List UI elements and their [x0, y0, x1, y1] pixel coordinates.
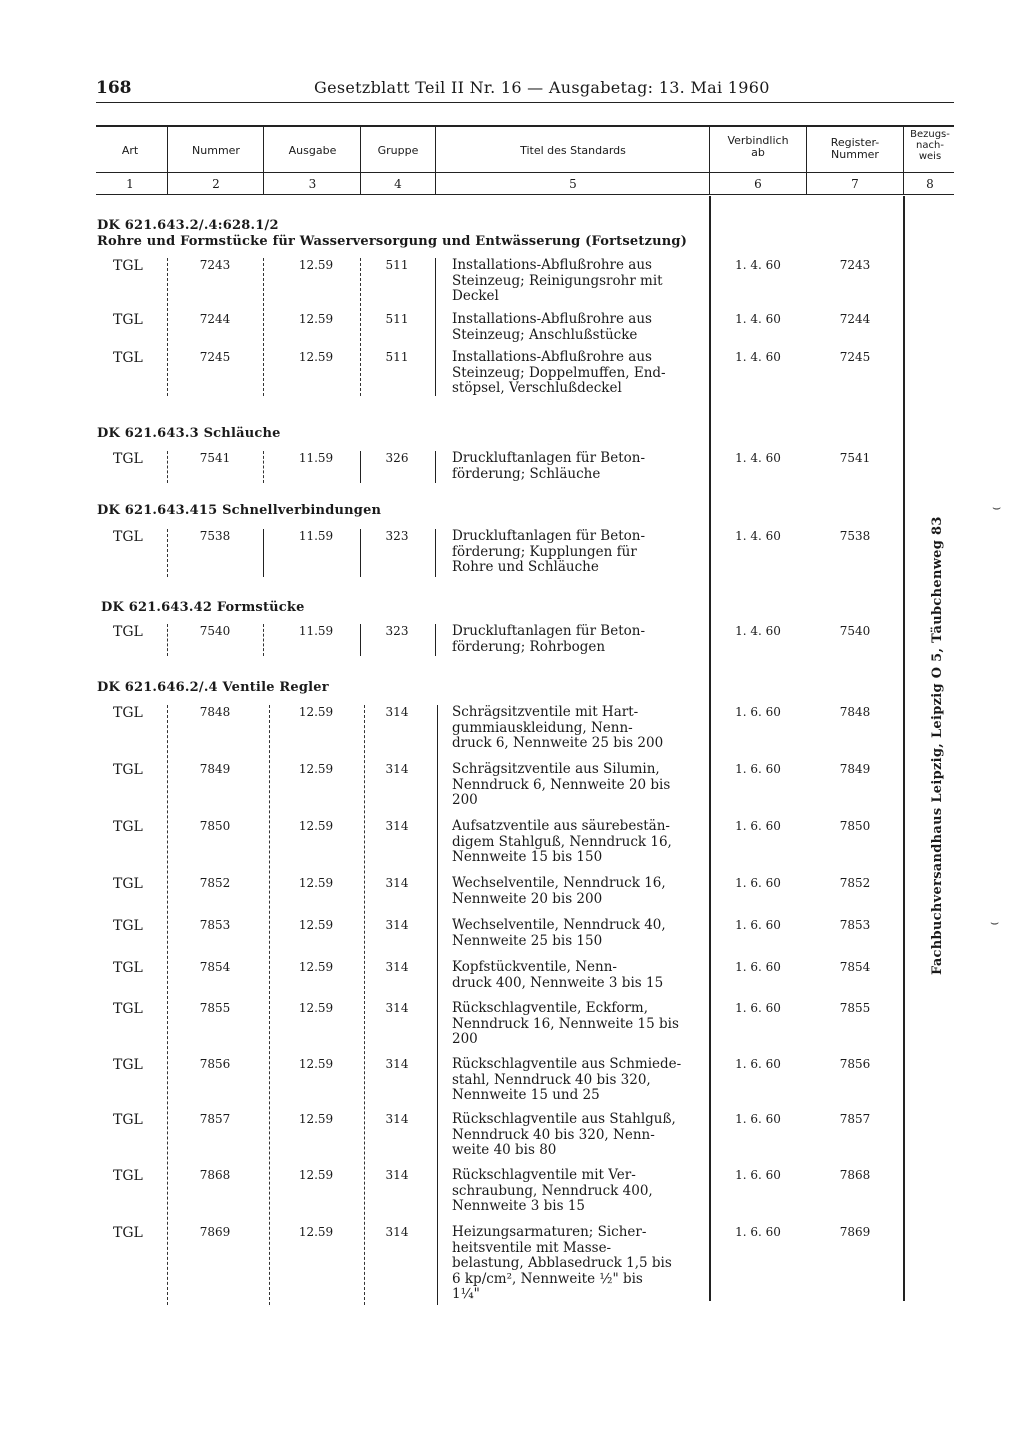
col-head-art: Art — [121, 144, 139, 157]
cell-art: TGL — [113, 624, 143, 640]
cell-register-nummer: 7850 — [839, 819, 871, 833]
section-heading-line: DK 621.643.2/.4:628.1/2 — [97, 218, 279, 233]
cell-ausgabe: 12.59 — [298, 960, 334, 974]
cell-nummer: 7857 — [199, 1112, 231, 1126]
cell-gruppe: 314 — [385, 762, 409, 776]
cell-titel-line: förderung; Rohrbogen — [452, 638, 606, 655]
cell-verbindlich-ab: 1. 4. 60 — [735, 258, 781, 272]
cell-gruppe: 326 — [385, 451, 409, 465]
cell-divider — [435, 624, 436, 656]
cell-verbindlich-ab: 1. 4. 60 — [735, 624, 781, 638]
section-heading — [97, 503, 381, 518]
section-heading-line: Rohre und Formstücke für Wasserversorgung und Entwässerung (Fortsetzung) — [97, 234, 688, 249]
cell-titel-line: Wechselventile, Nenndruck 40, — [452, 917, 666, 933]
cell-art: TGL — [113, 960, 143, 976]
cell-ausgabe: 12.59 — [298, 1112, 334, 1126]
cell-titel — [452, 705, 707, 752]
col-head-nummer: Nummer — [192, 144, 240, 157]
cell-register-nummer: 7244 — [839, 312, 871, 326]
cell-nummer: 7852 — [199, 876, 231, 890]
cell-titel — [452, 1112, 707, 1159]
cell-titel — [452, 258, 707, 305]
cell-art: TGL — [113, 1168, 143, 1184]
section-heading-line: DK 621.643.3 Schläuche — [97, 426, 281, 441]
cell-nummer: 7853 — [199, 918, 231, 932]
cell-titel-line: 1¼" — [452, 1286, 480, 1302]
section-heading — [97, 680, 329, 695]
cell-divider — [167, 705, 168, 1305]
table-top-rule — [96, 125, 954, 127]
cell-art: TGL — [113, 529, 143, 545]
cell-art: TGL — [113, 876, 143, 892]
cell-ausgabe: 12.59 — [298, 876, 334, 890]
cell-nummer: 7856 — [199, 1057, 231, 1071]
cell-verbindlich-ab: 1. 6. 60 — [735, 1225, 781, 1239]
cell-verbindlich-ab: 1. 6. 60 — [735, 876, 781, 890]
cell-gruppe: 511 — [385, 258, 409, 272]
cell-ausgabe: 12.59 — [298, 258, 334, 272]
cell-titel-line: Nennweite 20 bis 200 — [452, 890, 603, 907]
page-number: 168 — [96, 78, 132, 98]
col-head-register-line: Register- — [830, 136, 880, 149]
cell-ausgabe: 12.59 — [298, 705, 334, 719]
cell-register-nummer: 7869 — [839, 1225, 871, 1239]
cell-nummer: 7850 — [199, 819, 231, 833]
col-number: 6 — [754, 177, 762, 191]
cell-register-nummer: 7868 — [839, 1168, 871, 1182]
cell-verbindlich-ab: 1. 6. 60 — [735, 918, 781, 932]
cell-divider — [435, 529, 436, 577]
cell-divider — [360, 451, 361, 483]
cell-titel-line: Nenndruck 6, Nennweite 20 bis — [452, 776, 671, 793]
col-divider-verbindlich — [709, 196, 711, 1301]
col-number: 3 — [308, 177, 317, 191]
col-number: 8 — [926, 177, 934, 191]
cell-verbindlich-ab: 1. 6. 60 — [735, 1057, 781, 1071]
cell-nummer: 7849 — [199, 762, 231, 776]
cell-divider — [167, 258, 168, 396]
cell-gruppe: 314 — [385, 876, 409, 890]
cell-register-nummer: 7541 — [839, 451, 871, 465]
cell-divider — [364, 705, 365, 1305]
cell-titel-line: Wechselventile, Nenndruck 16, — [452, 875, 666, 891]
cell-titel-line: Druckluftanlagen für Beton- — [452, 528, 646, 544]
cell-titel-line: stahl, Nenndruck 40 bis 320, — [452, 1071, 651, 1088]
cell-titel-line: Installations-Abflußrohre aus — [452, 349, 652, 365]
cell-titel-line: Rückschlagventile, Eckform, — [452, 1000, 649, 1016]
cell-titel-line: 200 — [452, 792, 478, 808]
cell-art: TGL — [113, 1057, 143, 1073]
col-head-register — [807, 137, 903, 161]
cell-titel-line: Steinzeug; Doppelmuffen, End- — [452, 364, 666, 381]
cell-titel-line: förderung; Schläuche — [452, 465, 601, 482]
cell-titel-line: heitsventile mit Masse- — [452, 1239, 612, 1256]
col-number: 1 — [126, 177, 134, 191]
cell-ausgabe: 12.59 — [298, 312, 334, 326]
cell-gruppe: 511 — [385, 312, 409, 326]
header-rule — [96, 102, 954, 103]
cell-ausgabe: 12.59 — [298, 350, 334, 364]
cell-register-nummer: 7243 — [839, 258, 871, 272]
cell-verbindlich-ab: 1. 6. 60 — [735, 1168, 781, 1182]
cell-art: TGL — [113, 451, 143, 467]
cell-ausgabe: 11.59 — [298, 529, 334, 543]
cell-register-nummer: 7245 — [839, 350, 871, 364]
col-head-verbindlich-line: Verbindlich — [727, 134, 789, 147]
cell-titel-line: Rückschlagventile aus Stahlguß, — [452, 1111, 676, 1127]
cell-titel — [452, 762, 707, 809]
cell-register-nummer: 7852 — [839, 876, 871, 890]
cell-gruppe: 323 — [385, 624, 409, 638]
cell-register-nummer: 7849 — [839, 762, 871, 776]
cell-titel-line: Nennweite 3 bis 15 — [452, 1198, 585, 1214]
cell-register-nummer: 7853 — [839, 918, 871, 932]
cell-titel — [452, 451, 707, 482]
cell-verbindlich-ab: 1. 6. 60 — [735, 960, 781, 974]
section-heading — [101, 600, 305, 615]
cell-divider — [263, 624, 264, 656]
cell-nummer: 7244 — [199, 312, 231, 326]
cell-gruppe: 314 — [385, 1168, 409, 1182]
cell-register-nummer: 7848 — [839, 705, 871, 719]
cell-gruppe: 314 — [385, 819, 409, 833]
cell-gruppe: 314 — [385, 705, 409, 719]
col-divider — [435, 125, 436, 194]
cell-titel-line: Steinzeug; Reinigungsrohr mit — [452, 272, 663, 289]
col-head-bezug-line: Bezugs- — [910, 129, 950, 140]
cell-titel-line: druck 400, Nennweite 3 bis 15 — [452, 974, 664, 991]
cell-register-nummer: 7856 — [839, 1057, 871, 1071]
col-head-verbindlich — [710, 135, 806, 159]
col-head-verbindlich-line: ab — [751, 146, 765, 159]
cell-titel-line: druck 6, Nennweite 25 bis 200 — [452, 735, 664, 751]
cell-titel-line: stöpsel, Verschlußdeckel — [452, 380, 622, 396]
cell-titel-line: gummiauskleidung, Nenn- — [452, 719, 633, 736]
cell-art: TGL — [113, 1112, 143, 1128]
cell-ausgabe: 12.59 — [298, 1225, 334, 1239]
cell-titel — [452, 624, 707, 655]
cell-gruppe: 314 — [385, 918, 409, 932]
cell-art: TGL — [113, 705, 143, 721]
cell-gruppe: 314 — [385, 1001, 409, 1015]
cell-titel-line: Nenndruck 16, Nennweite 15 bis — [452, 1015, 679, 1032]
cell-gruppe: 314 — [385, 1057, 409, 1071]
page-title: Gesetzblatt Teil II Nr. 16 — Ausgabetag: 13. Mai 1960 — [314, 78, 770, 97]
cell-titel-line: Nenndruck 40 bis 320, Nenn- — [452, 1126, 655, 1143]
cell-titel — [452, 1057, 707, 1104]
cell-nummer: 7541 — [199, 451, 231, 465]
cell-divider — [437, 705, 438, 1305]
page-header — [96, 78, 954, 104]
col-number: 4 — [394, 177, 402, 191]
cell-nummer: 7848 — [199, 705, 231, 719]
cell-titel-line: Installations-Abflußrohre aus — [452, 257, 652, 273]
cell-verbindlich-ab: 1. 6. 60 — [735, 762, 781, 776]
cell-verbindlich-ab: 1. 6. 60 — [735, 705, 781, 719]
cell-titel-line: Druckluftanlagen für Beton- — [452, 450, 646, 466]
cell-register-nummer: 7540 — [839, 624, 871, 638]
cell-gruppe: 314 — [385, 1225, 409, 1239]
cell-titel-line: belastung, Abblasedruck 1,5 bis — [452, 1255, 672, 1271]
col-head-gruppe: Gruppe — [377, 144, 419, 157]
section-heading-line: DK 621.643.42 Formstücke — [101, 600, 305, 615]
col-head-bezug — [904, 129, 956, 162]
cell-ausgabe: 12.59 — [298, 1001, 334, 1015]
table-head-rule — [96, 172, 954, 173]
cell-titel-line: Schrägsitzventile aus Silumin, — [452, 761, 660, 777]
cell-gruppe: 314 — [385, 960, 409, 974]
cell-titel — [452, 876, 707, 907]
cell-titel — [452, 1001, 707, 1048]
cell-verbindlich-ab: 1. 6. 60 — [735, 819, 781, 833]
col-number: 2 — [212, 177, 220, 191]
cell-verbindlich-ab: 1. 6. 60 — [735, 1001, 781, 1015]
col-divider — [360, 125, 361, 194]
cell-gruppe: 511 — [385, 350, 409, 364]
cell-nummer: 7245 — [199, 350, 231, 364]
cell-titel-line: Installations-Abflußrohre aus — [452, 311, 652, 327]
cell-divider — [167, 451, 168, 483]
cell-verbindlich-ab: 1. 4. 60 — [735, 312, 781, 326]
cell-register-nummer: 7857 — [839, 1112, 871, 1126]
cell-titel-line: Schrägsitzventile mit Hart- — [452, 704, 639, 720]
cell-titel-line: Deckel — [452, 288, 499, 304]
cell-titel-line: Rohre und Schläuche — [452, 559, 599, 575]
cell-art: TGL — [113, 312, 143, 328]
col-head-titel: Titel des Standards — [520, 144, 626, 157]
cell-ausgabe: 11.59 — [298, 451, 334, 465]
col-head-bezug-line: nach- — [916, 140, 944, 151]
cell-nummer: 7855 — [199, 1001, 231, 1015]
cell-divider — [167, 529, 168, 577]
cell-art: TGL — [113, 1225, 143, 1241]
cell-ausgabe: 12.59 — [298, 1057, 334, 1071]
cell-titel-line: schraubung, Nenndruck 400, — [452, 1182, 653, 1199]
cell-divider — [263, 451, 264, 483]
cell-verbindlich-ab: 1. 4. 60 — [735, 350, 781, 364]
col-head-ausgabe: Ausgabe — [288, 144, 337, 157]
col-divider — [263, 125, 264, 194]
section-heading — [97, 426, 281, 441]
cell-nummer: 7868 — [199, 1168, 231, 1182]
cell-titel-line: weite 40 bis 80 — [452, 1142, 557, 1158]
section-heading-line: DK 621.646.2/.4 Ventile Regler — [97, 680, 329, 695]
cell-divider — [435, 258, 436, 396]
margin-mark: ⌣ — [992, 500, 1002, 516]
cell-titel-line: Heizungsarmaturen; Sicher- — [452, 1224, 647, 1240]
cell-gruppe: 323 — [385, 529, 409, 543]
cell-titel-line: digem Stahlguß, Nenndruck 16, — [452, 833, 672, 850]
cell-art: TGL — [113, 819, 143, 835]
cell-titel — [452, 350, 707, 397]
col-head-register-line: Nummer — [831, 148, 879, 161]
col-number: 5 — [569, 177, 577, 191]
cell-titel — [452, 819, 707, 866]
cell-titel-line: Druckluftanlagen für Beton- — [452, 623, 646, 639]
cell-titel-line: Rückschlagventile aus Schmiede- — [452, 1056, 682, 1072]
cell-divider — [360, 529, 361, 577]
cell-verbindlich-ab: 1. 4. 60 — [735, 529, 781, 543]
cell-titel — [452, 312, 707, 343]
section-heading — [97, 218, 687, 249]
cell-art: TGL — [113, 258, 143, 274]
cell-ausgabe: 12.59 — [298, 819, 334, 833]
cell-nummer: 7869 — [199, 1225, 231, 1239]
cell-divider — [360, 624, 361, 656]
cell-nummer: 7243 — [199, 258, 231, 272]
cell-divider — [263, 529, 264, 577]
cell-divider — [435, 451, 436, 483]
cell-titel — [452, 960, 707, 991]
cell-titel-line: Nennweite 15 und 25 — [452, 1087, 600, 1103]
cell-divider — [360, 258, 361, 396]
cell-ausgabe: 11.59 — [298, 624, 334, 638]
cell-titel — [452, 1168, 707, 1215]
cell-divider — [269, 705, 270, 1305]
cell-titel — [452, 918, 707, 949]
col-head-bezug-line: weis — [918, 151, 942, 162]
margin-mark: ⌣ — [990, 915, 1000, 931]
cell-gruppe: 314 — [385, 1112, 409, 1126]
col-divider-register — [903, 196, 905, 1301]
cell-art: TGL — [113, 1001, 143, 1017]
cell-register-nummer: 7854 — [839, 960, 871, 974]
cell-titel-line: Kopfstückventile, Nenn- — [452, 959, 617, 975]
cell-register-nummer: 7855 — [839, 1001, 871, 1015]
cell-ausgabe: 12.59 — [298, 918, 334, 932]
cell-titel-line: Nennweite 25 bis 150 — [452, 932, 603, 949]
cell-ausgabe: 12.59 — [298, 762, 334, 776]
side-imprint: Fachbuchversandhaus Leipzig, Leipzig O 5, Täubchenweg 83 — [930, 516, 945, 975]
cell-titel — [452, 1225, 707, 1303]
cell-art: TGL — [113, 350, 143, 366]
cell-nummer: 7540 — [199, 624, 231, 638]
table-num-rule — [96, 194, 954, 195]
cell-ausgabe: 12.59 — [298, 1168, 334, 1182]
cell-titel-line: Aufsatzventile aus säurebestän- — [452, 818, 670, 834]
cell-titel — [452, 529, 707, 576]
cell-titel-line: 200 — [452, 1031, 478, 1047]
col-divider — [167, 125, 168, 194]
cell-divider — [263, 258, 264, 396]
cell-nummer: 7538 — [199, 529, 231, 543]
cell-titel-line: 6 kp/cm², Nennweite ½" bis — [452, 1270, 643, 1287]
cell-titel-line: Steinzeug; Anschlußstücke — [452, 326, 638, 343]
cell-divider — [167, 624, 168, 656]
cell-art: TGL — [113, 918, 143, 934]
cell-art: TGL — [113, 762, 143, 778]
cell-titel-line: förderung; Kupplungen für — [452, 543, 637, 560]
cell-titel-line: Rückschlagventile mit Ver- — [452, 1167, 636, 1183]
cell-nummer: 7854 — [199, 960, 231, 974]
cell-titel-line: Nennweite 15 bis 150 — [452, 849, 603, 865]
col-number: 7 — [851, 177, 859, 191]
cell-register-nummer: 7538 — [839, 529, 871, 543]
section-heading-line: DK 621.643.415 Schnellverbindungen — [97, 503, 382, 518]
cell-verbindlich-ab: 1. 6. 60 — [735, 1112, 781, 1126]
cell-verbindlich-ab: 1. 4. 60 — [735, 451, 781, 465]
